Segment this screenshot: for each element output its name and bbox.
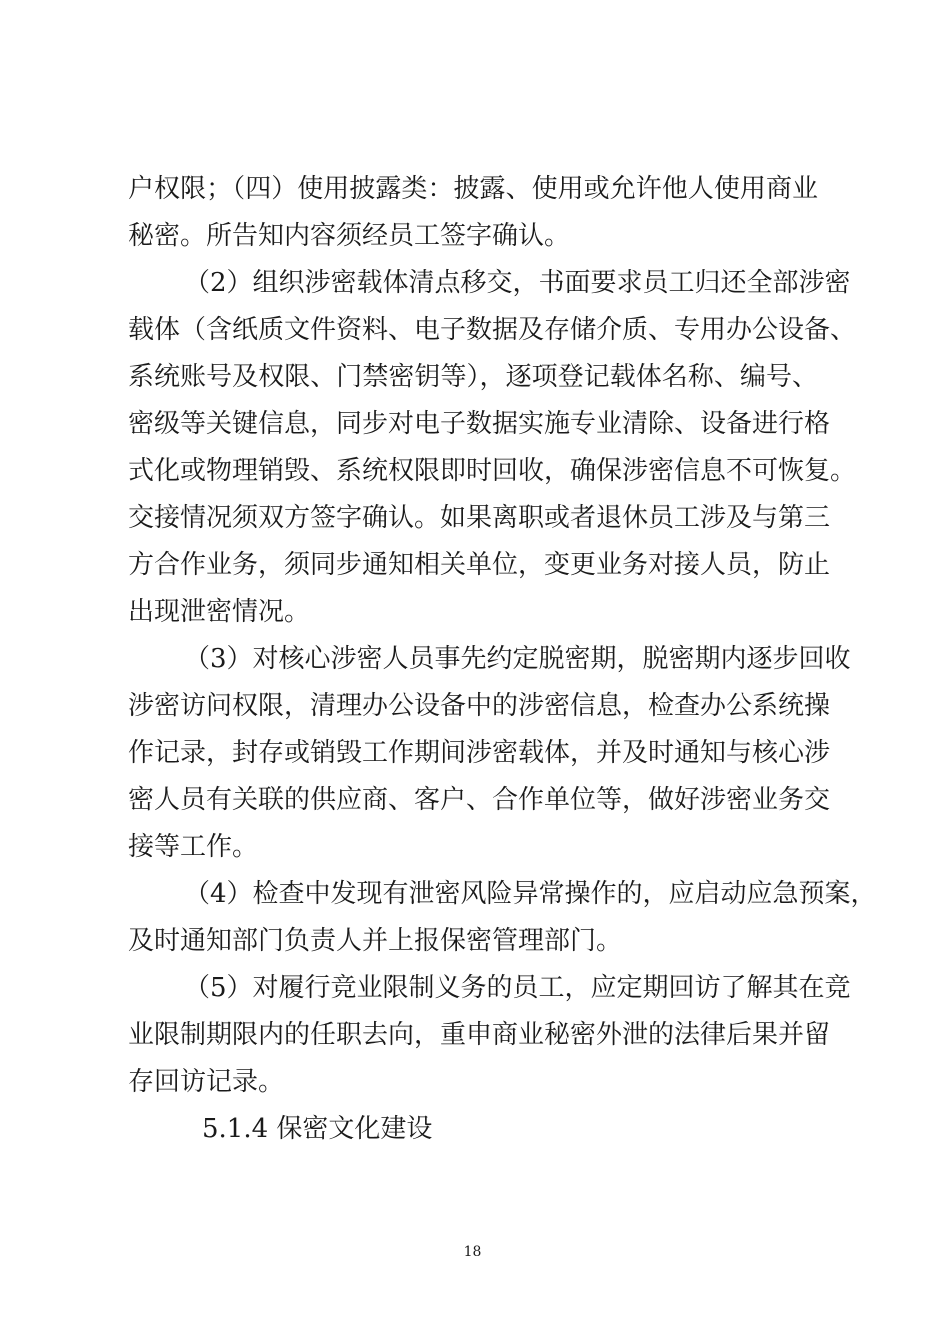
text-line: 秘密。所告知内容须经员工签字确认。 <box>128 221 571 251</box>
page-number: 18 <box>463 1244 482 1260</box>
text-line: 载体（含纸质文件资料、电子数据及存储介质、专用办公设备、 <box>128 315 857 345</box>
paragraph-start-line: （3）对核心涉密人员事先约定脱密期，脱密期内逐步回收 <box>184 644 851 674</box>
text-line: 涉密访问权限，清理办公设备中的涉密信息，检查办公系统操 <box>128 691 831 721</box>
text-line: 交接情况须双方签字确认。如果离职或者退休员工涉及与第三 <box>128 503 831 533</box>
document-body <box>128 166 877 1153</box>
text-line: 密人员有关联的供应商、客户、合作单位等，做好涉密业务交 <box>128 785 831 815</box>
text-line: 作记录，封存或销毁工作期间涉密载体，并及时通知与核心涉 <box>128 738 831 768</box>
text-line: 式化或物理销毁、系统权限即时回收，确保涉密信息不可恢复。 <box>128 456 857 486</box>
paragraph-start-line: （5）对履行竞业限制义务的员工，应定期回访了解其在竞 <box>184 973 851 1003</box>
text-line: 系统账号及权限、门禁密钥等），逐项登记载体名称、编号、 <box>128 362 818 392</box>
text-line: 存回访记录。 <box>128 1067 285 1097</box>
paragraph-start-line: （4）检查中发现有泄密风险异常操作的，应启动应急预案， <box>184 879 877 909</box>
paragraph-start-line: （2）组织涉密载体清点移交，书面要求员工归还全部涉密 <box>184 268 851 298</box>
text-line: 业限制期限内的任职去向，重申商业秘密外泄的法律后果并留 <box>128 1020 831 1050</box>
text-line: 方合作业务，须同步通知相关单位，变更业务对接人员，防止 <box>128 550 831 580</box>
text-line: 出现泄密情况。 <box>128 597 311 627</box>
text-line: 户权限；（四）使用披露类：披露、使用或允许他人使用商业 <box>128 174 818 204</box>
text-line: 密级等关键信息，同步对电子数据实施专业清除、设备进行格 <box>128 409 831 439</box>
text-line: 及时通知部门负责人并上报保密管理部门。 <box>128 926 623 956</box>
text-line: 接等工作。 <box>128 832 259 862</box>
section-heading: 5.1.4 保密文化建设 <box>202 1114 433 1144</box>
